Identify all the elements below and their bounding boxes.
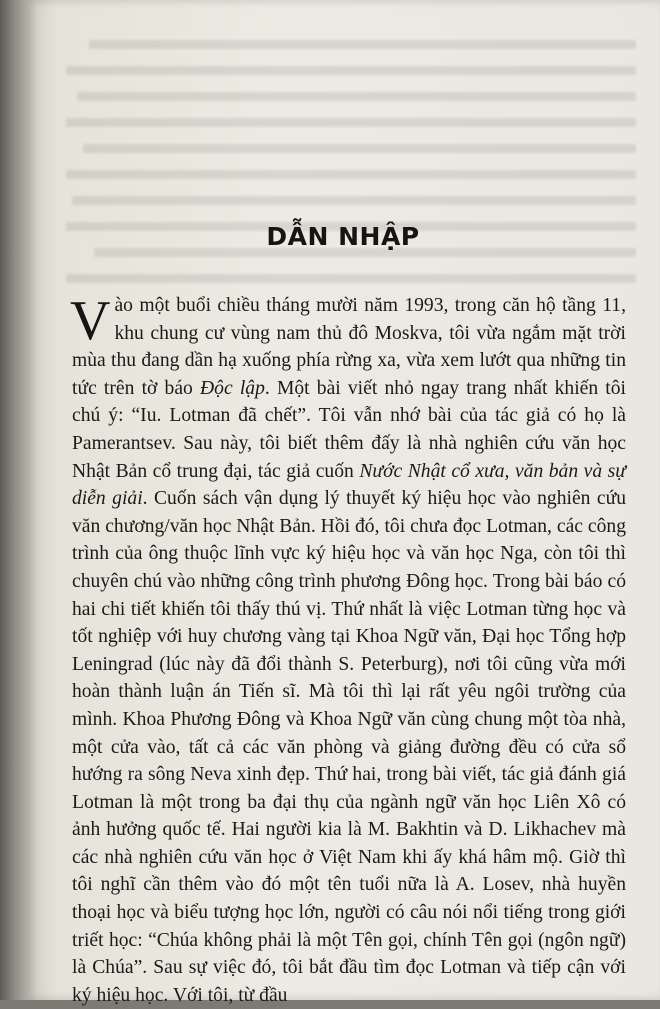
newspaper-title: Độc lập	[200, 377, 265, 399]
book-title: Nước Nhật cổ xưa, văn bản và sự diễn giải	[72, 460, 626, 510]
chapter-heading: DẪN NHẬP	[266, 222, 420, 251]
paragraph	[72, 292, 626, 1009]
text-run: ào một buổi chiều tháng mười năm 1993, trong căn hộ tầng 11, khu chung cư vùng nam thủ đô Moskva, tôi vừa ngắm mặt trời mùa thu đang dần hạ xuống phía rừng xa, vừa xem lướt qua những tin tức trên tờ báo	[72, 295, 626, 399]
body-text	[72, 292, 626, 1009]
book-page	[26, 0, 660, 1006]
text-run: . Cuốn sách vận dụng lý thuyết ký hiệu học vào nghiên cứu văn chương/văn học Nhật Bản. Hồi đó, tôi chưa đọc Lotman, các công trình của ông thuộc lĩnh vực ký hiệu học và văn học Nga, còn tôi thì chuyên chú vào những công trình phương Đông học. Trong bài báo có hai chi tiết khiến tôi thấy thú vị. Thứ nhất là việc Lotman từng học và tốt nghiệp với huy chương vàng tại Khoa Ngữ văn, Đại học Tổng hợp Leningrad (lúc này đã đổi thành S. Peterburg), nơi tôi cũng vừa mới hoàn thành luận án Tiến sĩ. Mà tôi thì lại rất yêu ngôi trường của mình. Khoa Phương Đông và Khoa Ngữ văn cùng chung một tòa nhà, một cửa vào, tất cả các văn phòng và giảng đường đều có cửa sổ hướng ra sông Neva xinh đẹp. Thứ hai, trong bài viết, tác giả đánh giá Lotman là một trong ba đại thụ của ngành ngữ văn học Liên Xô có ảnh hưởng quốc tế. Hai người kia là M. Bakhtin và D. Likhachev mà các nhà nghiên cứu văn học ở Việt Nam khi ấy khá hâm mộ. Giờ thì tôi nghĩ cần thêm vào đó một tên tuổi nữa là A. Losev, nhà huyền thoại học và biểu tượng học lớn, người có câu nói nổi tiếng trong giới triết học: “Chúa không phải là một Tên gọi, chính Tên gọi (ngôn ngữ) là Chúa”. Sau sự việc đó, tôi bắt đầu tìm đọc Lotman và tiếp cận với ký hiệu học. Với tôi, từ đầu	[72, 488, 626, 1006]
text-run: . Một bài viết nhỏ ngay trang nhất khiến tôi chú ý: “Iu. Lotman đã chết”. Tôi vẫn nhớ bài của tác giả có họ là Pamerantsev. Sau này, tôi biết thêm đấy là nhà nghiên cứu văn học Nhật Bản cổ trung đại, tác giả cuốn	[72, 377, 626, 482]
drop-cap: V	[70, 290, 111, 352]
